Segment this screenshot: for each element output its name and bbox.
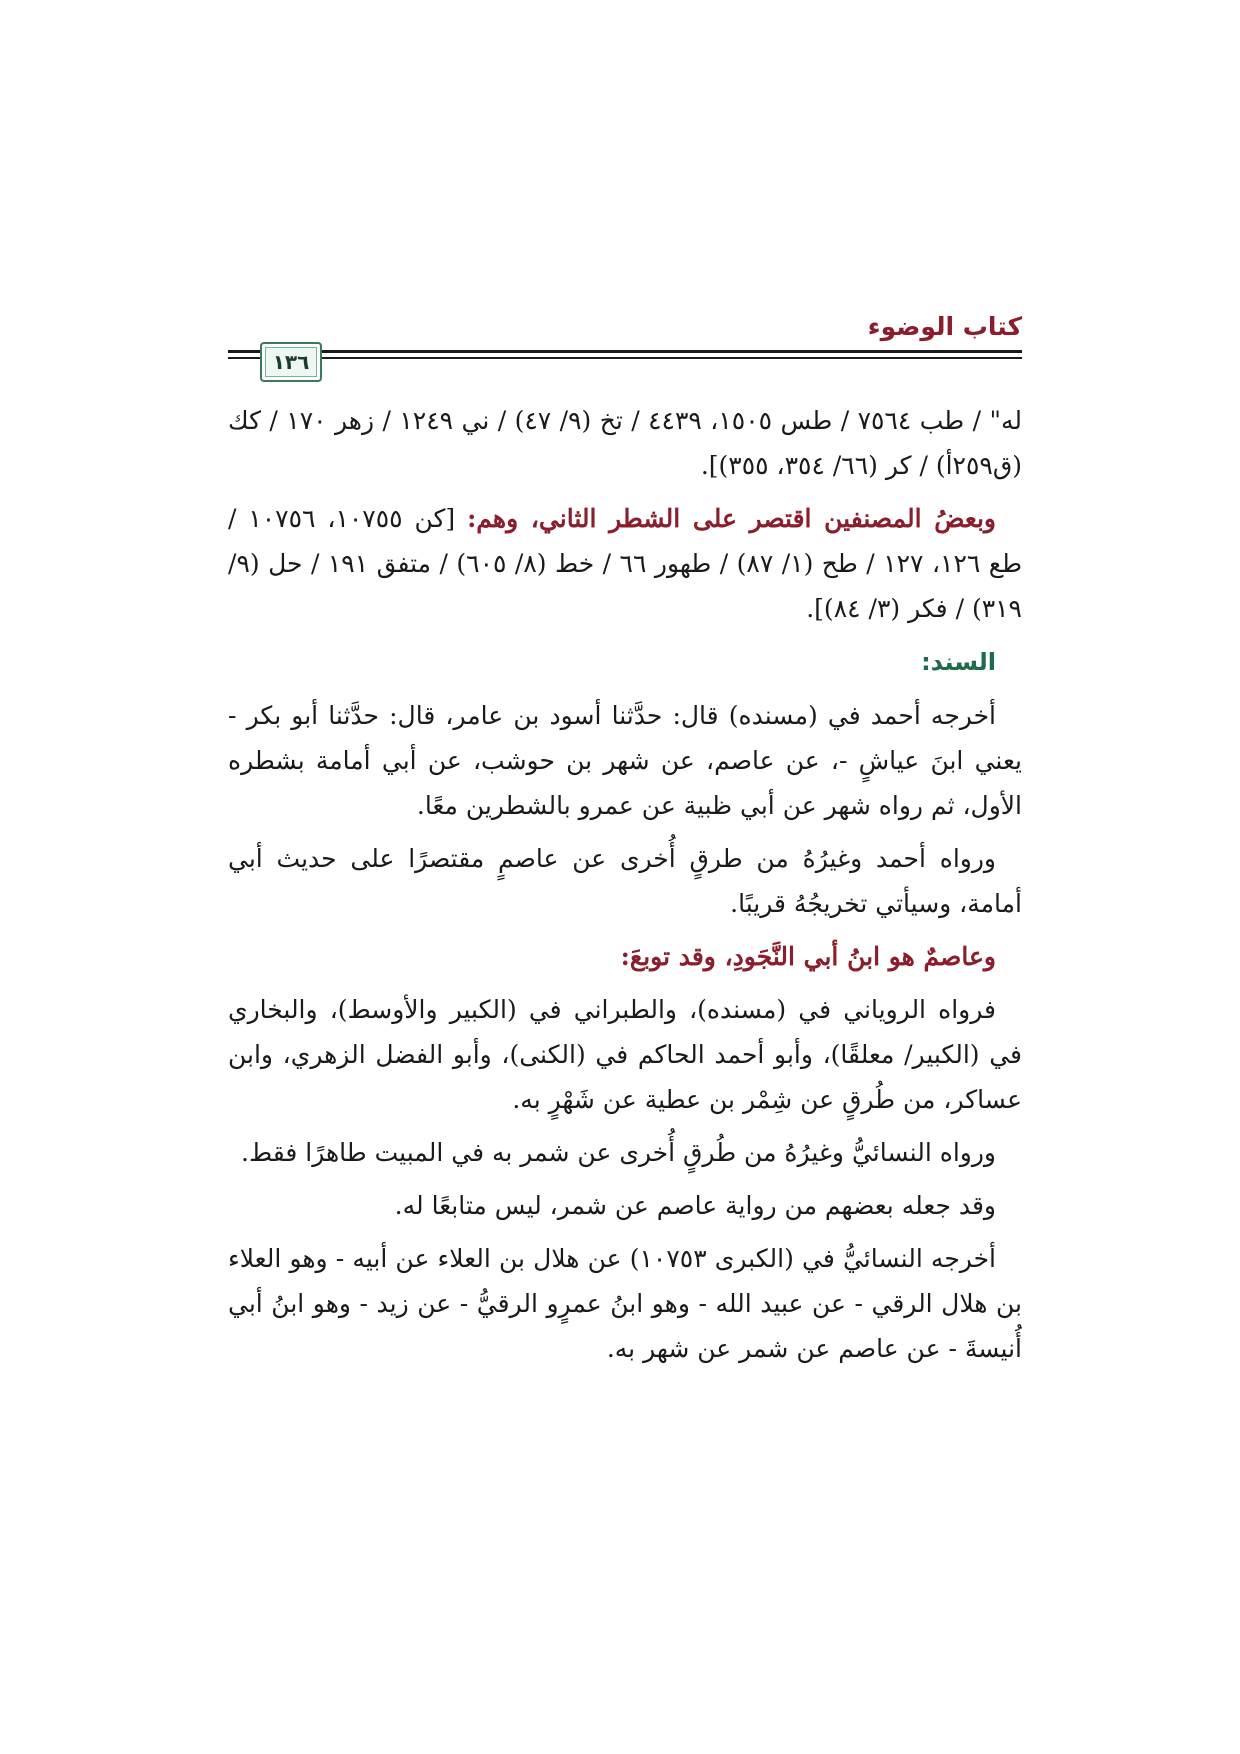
- book-title: كتاب الوضوء: [867, 312, 1022, 341]
- page-number-badge: [260, 342, 322, 382]
- page-body: [228, 398, 1022, 1379]
- paragraph-sanad-2: ورواه أحمد وغيرُهُ من طرقٍ أُخرى عن عاصمٍ مقتصرًا على حديث أبي أمامة، وسيأتي تخريجُهُ قريبًا.: [228, 844, 1022, 918]
- references-text: [كن ١٠٧٥٥، ١٠٧٥٦ / طع ١٢٦، ١٢٧ / طح (١/ ٨٧) / طهور ٦٦ / خط (٨/ ٦٠٥) / متفق ١٩١ / حل (٩/ ٣١٩) / فكر (٣/ ٨٤)].: [228, 504, 1022, 623]
- sanad-section: [228, 639, 1022, 685]
- header-rule-top: [228, 350, 1022, 353]
- paragraph-mutaba-1: فرواه الروياني في (مسنده)، والطبراني في (الكبير والأوسط)، والبخاري في (الكبير/ معلقًا)، وأبو أحمد الحاكم في (الكنى)، وأبو الفضل الزهري، وابن عساكر، من طُرقٍ عن شِمْر بن عطية عن شَهْرٍ به.: [228, 995, 1022, 1114]
- page-number: ١٣٦: [272, 350, 310, 374]
- paragraph-sanad-1: أخرجه أحمد في (مسنده) قال: حدَّثنا أسود بن عامر، قال: حدَّثنا أبو بكر - يعني ابنَ عياشٍ -، عن عاصم، عن شهر بن حوشب، عن أبي أمامة بشطره الأول، ثم رواه شهر عن أبي ظبية عن عمرو بالشطرين معًا.: [228, 701, 1022, 820]
- sub-heading: وعاصمٌ هو ابنُ أبي النَّجَودِ، وقد توبعَ:: [620, 942, 996, 971]
- sanad-label: السند:: [921, 648, 996, 676]
- paragraph-references-1: له" / طب ٧٥٦٤ / طس ١٥٠٥، ٤٤٣٩ / تخ (٩/ ٤٧) / ني ١٢٤٩ / زهر ١٧٠ / كك (ق٢٥٩أ) / كر (٦٦/ ٣٥٤، ٣٥٥)].: [228, 406, 1023, 480]
- paragraph-mutaba-4: أخرجه النسائيُّ في (الكبرى ١٠٧٥٣) عن هلال بن العلاء عن أبيه - وهو العلاء بن هلال الرقي - عن عبيد الله - وهو ابنُ عمرٍو الرقيُّ - عن زيد - وهو ابنُ أبي أُنيسةَ - عن عاصم عن شمر عن شهر به.: [228, 1244, 1022, 1363]
- page-header: [228, 312, 1022, 382]
- paragraph-mutaba-3: وقد جعله بعضهم من رواية عاصم عن شمر، ليس متابعًا له.: [394, 1191, 996, 1220]
- paragraph-mutaba-2: ورواه النسائيُّ وغيرُهُ من طُرقٍ أُخرى عن شمر به في المبيت طاهرًا فقط.: [241, 1138, 996, 1167]
- inline-heading: وبعضُ المصنفين اقتصر على الشطر الثاني، وهم:: [467, 504, 996, 533]
- paragraph-references-2: [228, 496, 1022, 631]
- header-rule-bottom: [228, 357, 1022, 359]
